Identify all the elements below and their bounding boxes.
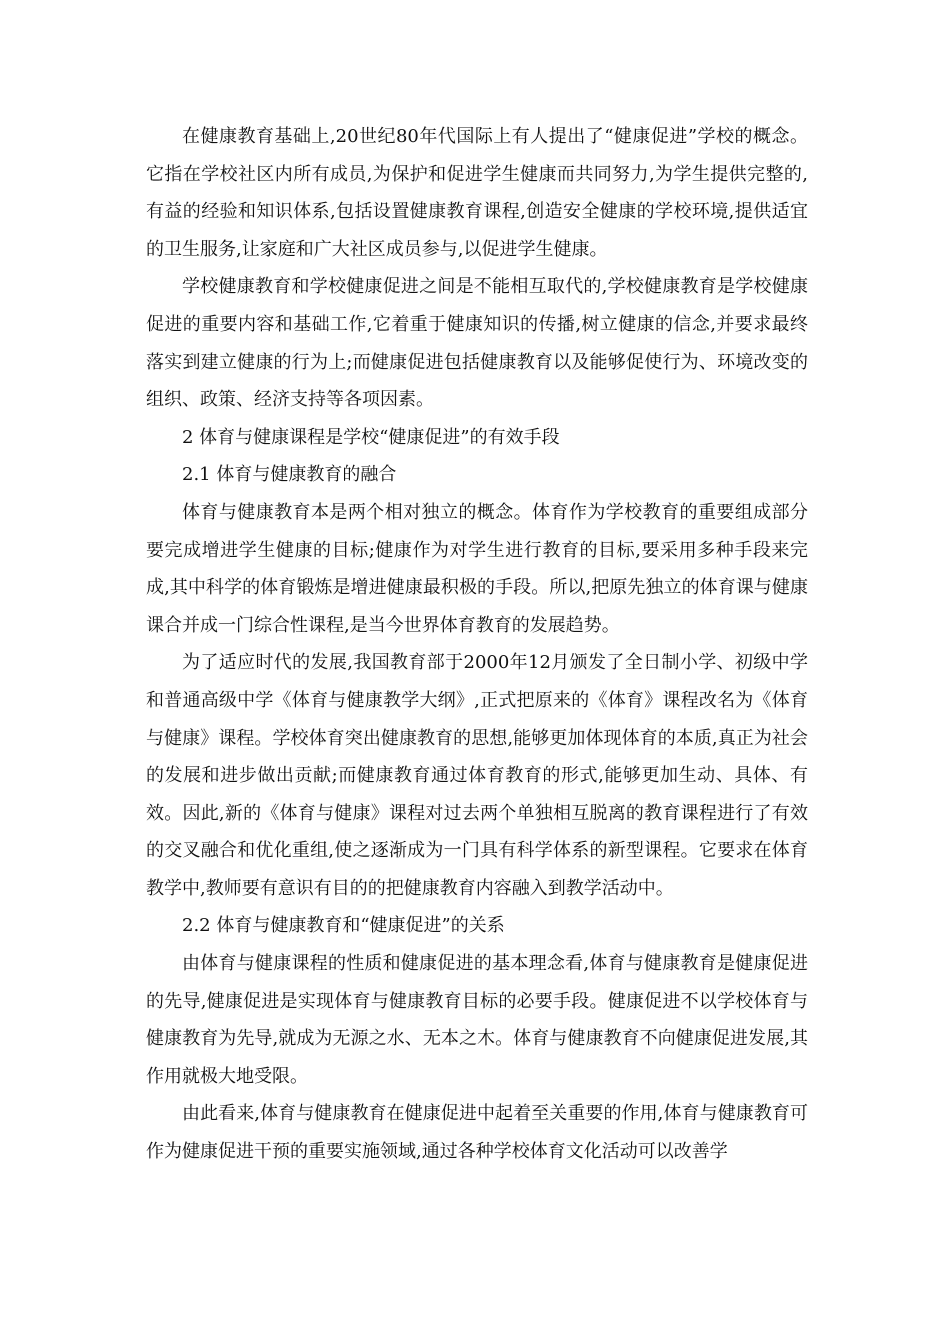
section-heading-2: 2 体育与健康课程是学校“健康促进”的有效手段 xyxy=(182,426,560,448)
paragraph-curriculum-reform: 为了适应时代的发展,我国教育部于2000年12月颁发了全日制小学、初级中学和普通高级中学《体育与健康教学大纲》,正式把原来的《体育》课程改名为《体育与健康》课程。学校体育突出健康教育的思想,能够更加体现体育的本质,真正为社会的发展和进步做出贡献;而健康教育通过体育教育的形式,能够更加生动、具体、有效。因此,新的《体育与健康》课程对过去两个单独相互脱离的教育课程进行了有效的交叉融合和优化重组,使之逐渐成为一门具有科学体系的新型课程。它要求在体育教学中,教师要有意识有目的的把健康教育内容融入到教学活动中。 xyxy=(146,652,808,899)
paragraph-health-promoting-school: 在健康教育基础上,20世纪80年代国际上有人提出了“健康促进”学校的概念。它指在学校社区内所有成员,为保护和促进学生健康而共同努力,为学生提供完整的,有益的经验和知识体系,包括设置健康教育课程,创造安全健康的学校环境,提供适宜的卫生服务,让家庭和广大社区成员参与,以促进学生健康。 xyxy=(146,126,808,260)
paragraph-integration: 体育与健康教育本是两个相对独立的概念。体育作为学校教育的重要组成部分要完成增进学生健康的目标;健康作为对学生进行教育的目标,要采用多种手段来完成,其中科学的体育锻炼是增进健康最积极的手段。所以,把原先独立的体育课与健康课合并成一门综合性课程,是当今世界体育教育的发展趋势。 xyxy=(146,501,808,636)
document-page xyxy=(146,118,808,1171)
paragraph-conclusion: 由此看来,体育与健康教育在健康促进中起着至关重要的作用,体育与健康教育可作为健康促进干预的重要实施领域,通过各种学校体育文化活动可以改善学 xyxy=(146,1103,808,1163)
subsection-heading-2-2: 2.2 体育与健康教育和“健康促进”的关系 xyxy=(182,915,505,937)
paragraph-relationship: 由体育与健康课程的性质和健康促进的基本理念看,体育与健康教育是健康促进的先导,健康促进是实现体育与健康教育目标的必要手段。健康促进不以学校体育与健康教育为先导,就成为无源之水、无本之木。体育与健康教育不向健康促进发展,其作用就极大地受限。 xyxy=(146,953,808,1087)
paragraph-education-vs-promotion: 学校健康教育和学校健康促进之间是不能相互取代的,学校健康教育是学校健康促进的重要内容和基础工作,它着重于健康知识的传播,树立健康的信念,并要求最终落实到建立健康的行为上;而健康促进包括健康教育以及能够促使行为、环境改变的组织、政策、经济支持等各项因素。 xyxy=(146,276,808,411)
subsection-heading-2-1: 2.1 体育与健康教育的融合 xyxy=(182,464,397,486)
